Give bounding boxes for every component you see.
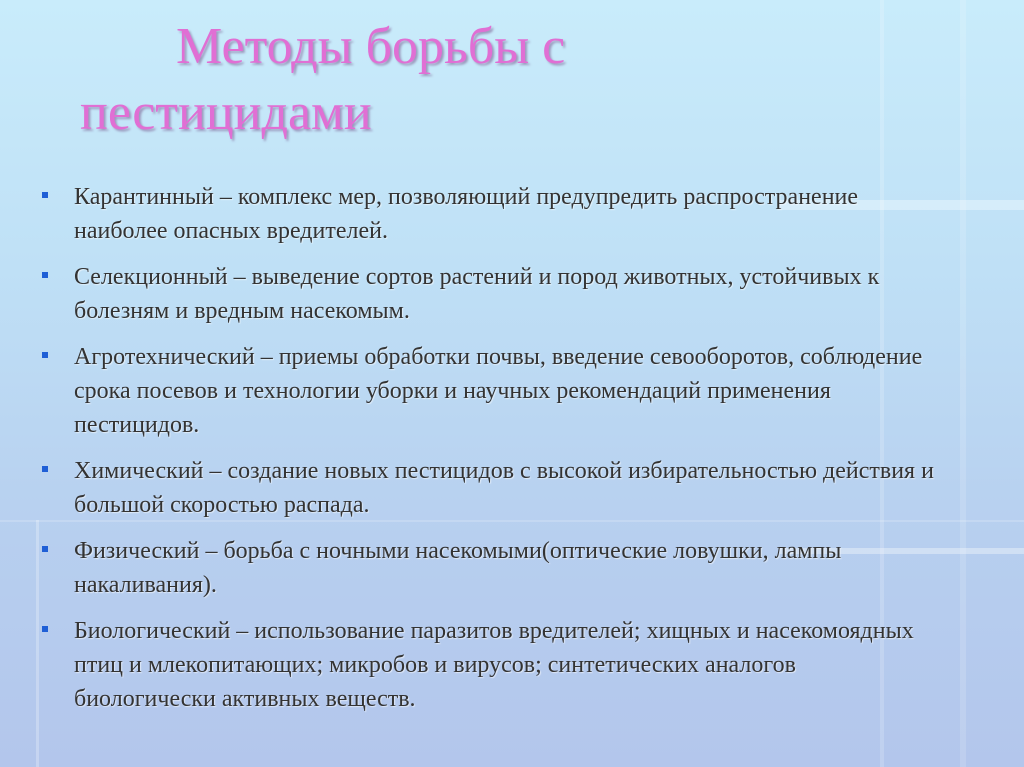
bullet-item-agrotechnical [40,340,940,442]
bullet-item-biological [40,614,940,716]
bullet-list [40,180,940,728]
slide-title [80,14,780,146]
bullet-item-physical [40,534,940,602]
bullet-item-selection [40,260,940,328]
bullet-text: Карантинный – комплекс мер, позволяющий предупредить распространение наиболее опасных вредителей. [74,184,859,244]
bullet-marker-icon [42,352,48,358]
bullet-marker-icon [42,466,48,472]
bullet-text: Физический – борьба с ночными насекомыми(оптические ловушки, лампы накаливания). [74,538,842,598]
decorative-stripe [36,520,39,767]
slide-title-line-1: Методы борьбы с [176,18,566,75]
bullet-text: Биологический – использование паразитов вредителей; хищных и насекомоядных птиц и млекопитающих; микробов и вирусов; синтетических аналогов биологически активных веществ. [74,618,914,712]
slide-title-line-2: пестицидами [80,84,372,141]
bullet-text: Селекционный – выведение сортов растений и пород животных, устойчивых к болезням и вредным насекомым. [74,264,880,324]
bullet-marker-icon [42,626,48,632]
bullet-item-quarantine [40,180,940,248]
bullet-marker-icon [42,192,48,198]
bullet-item-chemical [40,454,940,522]
bullet-text: Химический – создание новых пестицидов с высокой избирательностью действия и большой скоростью распада. [74,458,934,518]
decorative-stripe [960,0,966,767]
bullet-marker-icon [42,546,48,552]
bullet-text: Агротехнический – приемы обработки почвы, введение севооборотов, соблюдение срока посевов и технологии уборки и научных рекомендаций применения пестицидов. [74,344,923,438]
bullet-marker-icon [42,272,48,278]
